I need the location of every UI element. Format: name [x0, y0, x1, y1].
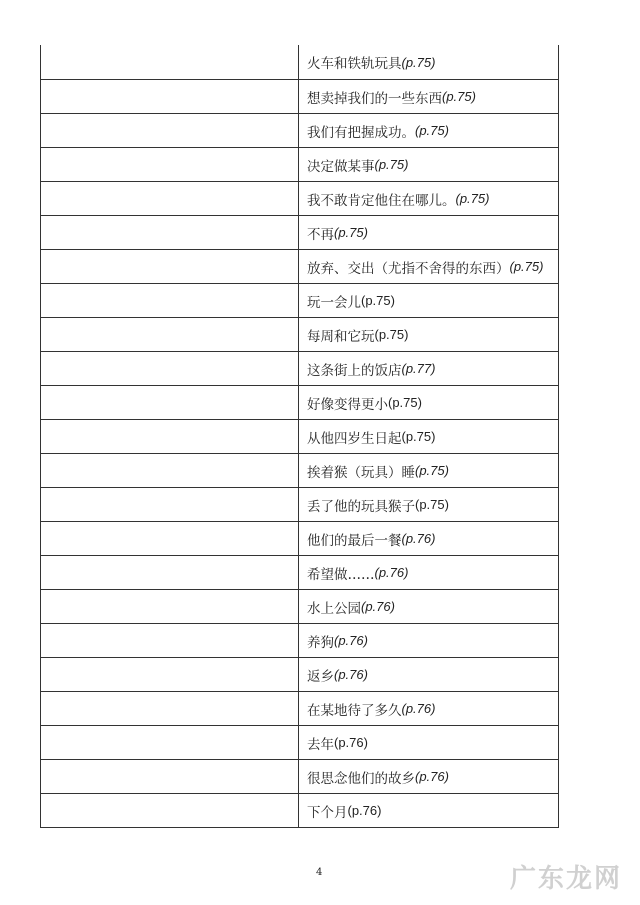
page-reference: (p.76) [334, 735, 368, 750]
page-reference: (p.76) [415, 769, 449, 784]
page-reference: (p.76) [401, 531, 436, 546]
blank-cell [41, 386, 299, 419]
page-reference: (p.75) [401, 429, 436, 444]
table-row [41, 555, 558, 589]
page-reference: (p.76) [347, 803, 382, 818]
table-row [41, 249, 558, 283]
table-row [41, 487, 558, 521]
watermark: 广东龙网 [509, 864, 622, 894]
blank-cell [41, 352, 299, 385]
table-row [41, 317, 558, 351]
page-number: 4 [316, 867, 323, 878]
table-row [41, 351, 558, 385]
phrase-cell [299, 148, 558, 181]
page-reference: (p.75) [415, 123, 449, 138]
phrase-cell [299, 454, 558, 487]
blank-cell [41, 148, 299, 181]
phrase-text: 这条街上的饭店 [307, 362, 402, 379]
phrase-cell [299, 80, 558, 113]
phrase-text: 不再 [307, 226, 334, 243]
phrase-text: 好像变得更小 [307, 396, 388, 413]
page-reference: (p.75) [388, 395, 422, 410]
table-row [41, 759, 558, 793]
phrase-text: 返乡 [307, 668, 334, 685]
blank-cell [41, 250, 299, 283]
page-reference: (p.76) [334, 667, 368, 682]
page-reference: (p.76) [361, 599, 395, 614]
table-row [41, 453, 558, 487]
phrase-cell [299, 216, 558, 249]
phrase-text: 放弃、交出（尤指不舍得的东西） [307, 260, 510, 277]
blank-cell [41, 284, 299, 317]
blank-cell [41, 114, 299, 147]
blank-cell [41, 692, 299, 725]
page-reference: (p.76) [334, 633, 368, 648]
phrase-cell [299, 726, 558, 759]
blank-cell [41, 658, 299, 691]
table-row [41, 725, 558, 759]
phrase-cell [299, 114, 558, 147]
phrase-cell [299, 522, 558, 555]
phrase-text: 很思念他们的故乡 [307, 770, 415, 787]
phrase-text: 希望做…… [307, 566, 375, 583]
phrase-text: 去年 [307, 736, 334, 753]
page-reference: (p.75) [374, 327, 409, 342]
phrase-cell [299, 420, 558, 453]
blank-cell [41, 454, 299, 487]
vocabulary-table [40, 45, 559, 828]
blank-cell [41, 590, 299, 623]
blank-cell [41, 216, 299, 249]
phrase-cell [299, 692, 558, 725]
table-row [41, 589, 558, 623]
table-row [41, 283, 558, 317]
blank-cell [41, 726, 299, 759]
page-reference: (p.75) [415, 497, 449, 512]
phrase-cell [299, 590, 558, 623]
phrase-cell [299, 182, 558, 215]
page-reference: (p.75) [401, 54, 436, 70]
phrase-cell [299, 488, 558, 521]
table-row [41, 521, 558, 555]
page-reference: (p.75) [442, 89, 476, 104]
table-row [41, 385, 558, 419]
table-row [41, 215, 558, 249]
phrase-text: 从他四岁生日起 [307, 430, 402, 447]
blank-cell [41, 318, 299, 351]
table-row [41, 113, 558, 147]
table-row [41, 419, 558, 453]
blank-cell [41, 182, 299, 215]
phrase-text: 挨着猴（玩具）睡 [307, 464, 415, 481]
phrase-text: 我们有把握成功。 [307, 124, 415, 141]
table-row [41, 623, 558, 657]
blank-cell [41, 556, 299, 589]
phrase-cell [299, 658, 558, 691]
phrase-cell [299, 284, 558, 317]
table-row [41, 181, 558, 215]
phrase-text: 水上公园 [307, 600, 361, 617]
blank-cell [41, 488, 299, 521]
phrase-cell [299, 318, 558, 351]
phrase-cell [299, 794, 558, 827]
phrase-cell [299, 624, 558, 657]
phrase-text: 养狗 [307, 634, 334, 651]
phrase-text: 我不敢肯定他住在哪儿。 [307, 192, 456, 209]
table-row [41, 691, 558, 725]
page-reference: (p.77) [401, 361, 436, 376]
phrase-text: 想卖掉我们的一些东西 [307, 90, 442, 107]
table-row [41, 45, 558, 79]
table-row [41, 657, 558, 691]
table-row [41, 793, 558, 827]
phrase-cell [299, 386, 558, 419]
phrase-text: 丢了他的玩具猴子 [307, 498, 415, 515]
blank-cell [41, 794, 299, 827]
phrase-text: 每周和它玩 [307, 328, 375, 345]
phrase-cell [299, 556, 558, 589]
blank-cell [41, 522, 299, 555]
page-reference: (p.75) [361, 293, 395, 308]
page-reference: (p.75) [509, 259, 544, 274]
phrase-text: 在某地待了多久 [307, 702, 402, 719]
phrase-text: 玩一会儿 [307, 294, 361, 311]
blank-cell [41, 80, 299, 113]
phrase-text: 决定做某事 [307, 158, 375, 175]
page-reference: (p.75) [374, 157, 409, 172]
page-reference: (p.75) [415, 463, 449, 478]
phrase-cell [299, 45, 558, 79]
phrase-text: 下个月 [307, 804, 348, 821]
blank-cell [41, 624, 299, 657]
phrase-cell [299, 760, 558, 793]
blank-cell [41, 45, 299, 79]
table-row [41, 79, 558, 113]
blank-cell [41, 420, 299, 453]
phrase-cell [299, 352, 558, 385]
page-reference: (p.76) [401, 701, 436, 716]
page-reference: (p.75) [455, 191, 490, 206]
table-row [41, 147, 558, 181]
phrase-cell [299, 250, 558, 283]
phrase-text: 火车和铁轨玩具 [307, 56, 402, 72]
phrase-text: 他们的最后一餐 [307, 532, 402, 549]
blank-cell [41, 760, 299, 793]
page-reference: (p.75) [334, 225, 368, 240]
page-reference: (p.76) [374, 565, 409, 580]
